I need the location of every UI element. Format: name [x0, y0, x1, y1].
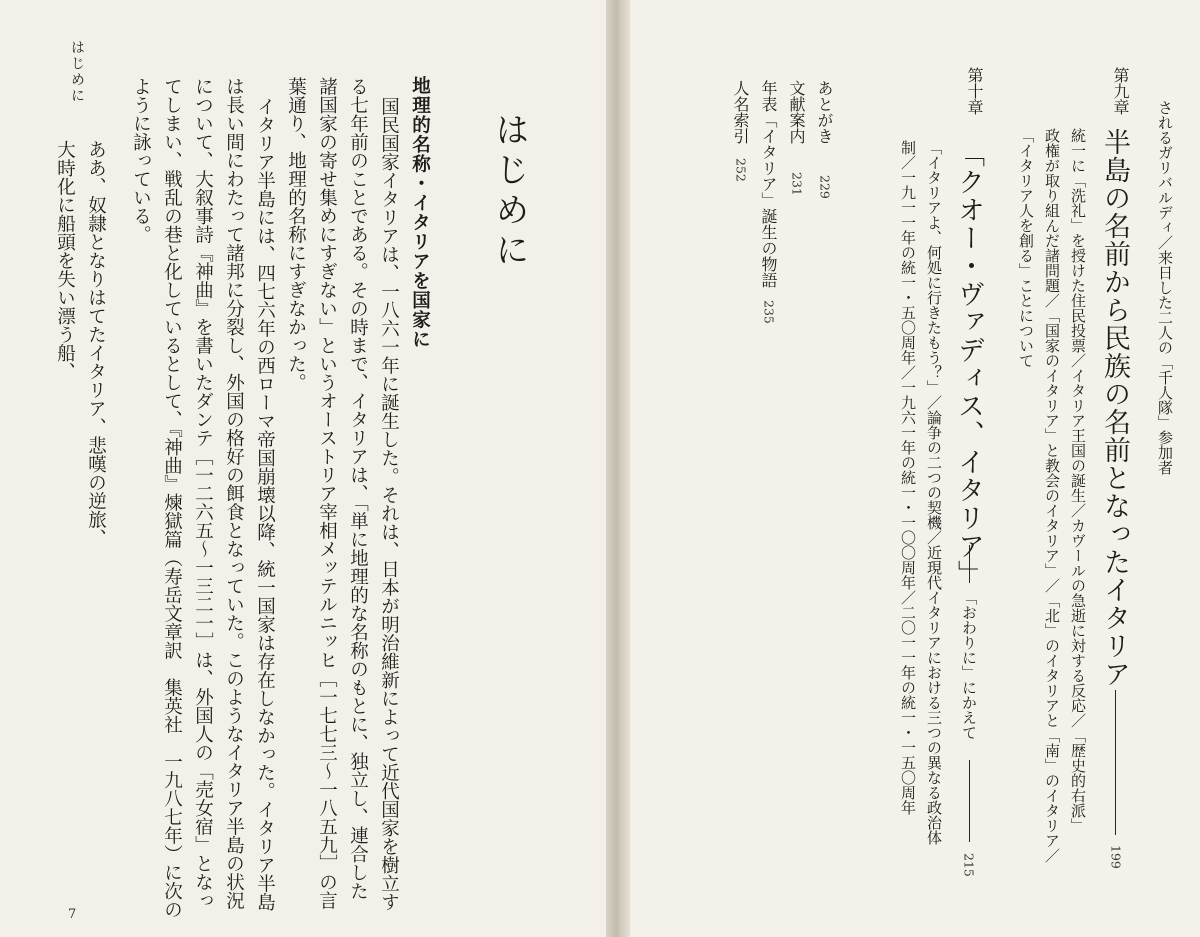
- page-title: はじめに: [489, 112, 529, 272]
- body-line: てしまい、戦乱の巷と化しているとして、『神曲』煉獄篇（寿岳文章訳 集英社 一九八七年）に次の: [161, 77, 183, 919]
- poem-line: 大時化に船頭を失い漂う船、: [54, 140, 76, 381]
- toc-entry-chronology-page: 235: [761, 300, 777, 324]
- chapter10-leader: [969, 760, 970, 842]
- chapter9-leader: [1115, 690, 1116, 835]
- body-line: について、大叙事詩『神曲』を書いたダンテ［一二六五〜一三二一］は、外国人の「売女宿」となっ: [192, 77, 214, 910]
- right-page: [630, 0, 1200, 937]
- poem-line: ああ、奴隷となりはてたイタリア、悲嘆の逆旅、: [85, 140, 107, 547]
- chapter10-page: 215: [961, 853, 977, 877]
- chapter9-title: 半島の名前から民族の名前となったイタリア: [1099, 128, 1130, 688]
- body-line: る七年前のことである。その時まで、イタリアは、「単に地理的な名称のもとに、独立し、連合した: [347, 77, 369, 901]
- body-line: 国民国家イタリアは、一八六一年に誕生した。それは、日本が明治維新によって近代国家を樹立す: [378, 97, 400, 911]
- chapter9-subtopic: 政権が取り組んだ諸問題／「国家のイタリア」と教会のイタリア」／「北」のイタリアと「南」のイタリア／: [1043, 128, 1061, 863]
- body-line: ように詠っている。: [130, 77, 152, 244]
- chapter9-subtopic: 統一に「洗礼」を授けた住民投票／イタリア王国の誕生／カヴールの急逝に対する反応／「歴史的右派」: [1069, 128, 1087, 833]
- body-line: 諸国家の寄せ集めにすぎない」というオーストリア宰相メッテルニッヒ［一七七三〜一八五九］の言: [316, 77, 338, 910]
- chapter9-subtopic: 「イタリア人を創る」ことについて: [1017, 128, 1035, 368]
- running-head: はじめに: [69, 40, 85, 104]
- chapter10-title: 「クオー・ヴァディス、イタリア」: [953, 140, 984, 588]
- chapter10-subtopic: 制／一九一一年の統一・五〇周年／一九六一年の統一・一〇〇周年／二〇一一年の統一・一五〇周年: [899, 140, 917, 815]
- body-line: イタリア半島には、四七六年の西ローマ帝国崩壊以降、統一国家は存在しなかった。イタリア半島: [254, 97, 276, 911]
- chapter9-label: 第九章: [1111, 67, 1130, 115]
- chapter9-page: 199: [1108, 845, 1124, 869]
- chapter10-title-suffix: 「おわりに」にかえて: [960, 590, 978, 740]
- section-heading: 地理的名称・イタリアを国家に: [409, 76, 431, 349]
- chapter10-subtopic: 「イタリアよ、何処に行きたもう？」／論争の二つの契機／近現代イタリアにおける三つの異なる政治体: [925, 140, 943, 845]
- toc-entry-afterword: あとがき: [815, 80, 834, 144]
- toc-entry-index: 人名索引: [731, 80, 750, 144]
- chapter10-dash: [969, 545, 970, 583]
- toc-entry-afterword-page: 229: [817, 175, 833, 199]
- toc-entry-bibliography-page: 231: [789, 172, 805, 196]
- book-gutter: [606, 0, 630, 937]
- page-number: 7: [68, 907, 77, 922]
- body-line: は長い間にわたって諸邦に分裂し、外国の格好の餌食となっていた。このようなイタリア半島の状況: [223, 77, 245, 910]
- toc-entry-index-page: 252: [733, 158, 749, 182]
- chapter10-label: 第十章: [965, 67, 984, 115]
- toc-carryover-line: されるガリバルディ／来日した二人の「千人隊」参加者: [1156, 100, 1174, 475]
- body-line: 葉通り、地理的名称にすぎなかった。: [285, 77, 307, 392]
- toc-entry-chronology: 年表「イタリア」誕生の物語: [759, 80, 778, 288]
- toc-entry-bibliography: 文献案内: [787, 80, 806, 144]
